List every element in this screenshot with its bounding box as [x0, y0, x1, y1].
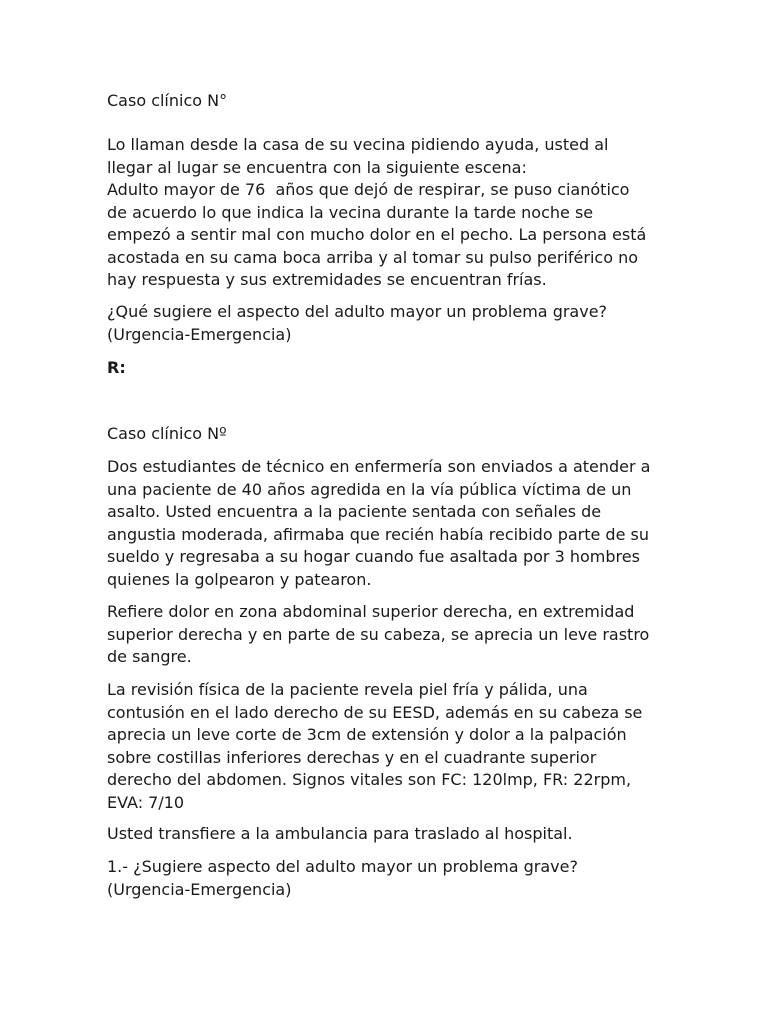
case1-text-line: de acuerdo lo que indica la vecina durante la tarde noche se	[107, 202, 594, 222]
case2-paragraph1-line: sueldo y regresaba a su hogar cuando fue asaltada por 3 hombres	[107, 547, 640, 566]
case1-text-line: Adulto mayor de 76 años que dejó de respirar, se puso cianótico	[107, 180, 630, 199]
case2-paragraph1-line: angustia moderada, afirmaba que recién había recibido parte de su	[107, 524, 649, 544]
case1-text-line: acostada en su cama boca arriba y al tomar su pulso periférico no	[107, 247, 639, 267]
case2-paragraph3-line: aprecia un leve corte de 3cm de extensión y dolor a la palpación	[107, 725, 627, 744]
case2-paragraph1-line: una paciente de 40 años agredida en la vía pública víctima de un	[107, 479, 632, 499]
case1-title: Caso clínico N°	[107, 91, 228, 110]
case2-question-line: (Urgencia-Emergencia)	[107, 879, 292, 899]
case1-question-line: ¿Qué sugiere el aspecto del adulto mayor un problema grave?	[107, 302, 608, 321]
case2-paragraph3-line: sobre costillas inferiores derechas y en el cuadrante superior	[107, 747, 597, 767]
case2-question-line: 1.- ¿Sugiere aspecto del adulto mayor un problema grave?	[107, 857, 578, 876]
case2-paragraph3-line: La revisión física de la paciente revela piel fría y pálida, una	[107, 680, 588, 699]
case2-paragraph3-line: derecho del abdomen. Signos vitales son FC: 120lmp, FR: 22rpm,	[107, 770, 632, 789]
case2-paragraph2-line: Refiere dolor en zona abdominal superior derecha, en extremidad	[107, 602, 635, 621]
case2-paragraph3-line: EVA: 7/10	[107, 792, 185, 812]
case1-question-line: (Urgencia-Emergencia)	[107, 324, 292, 344]
case2-paragraph3-line: contusión en el lado derecho de su EESD, además en su cabeza se	[107, 702, 643, 722]
case2-paragraph1-line: quienes la golpearon y patearon.	[107, 569, 372, 589]
case1-answer-label: R:	[107, 358, 126, 377]
case2-paragraph2-line: superior derecha y en parte de su cabeza, se aprecia un leve rastro	[107, 624, 650, 644]
case2-paragraph1-line: Dos estudiantes de técnico en enfermería son enviados a atender a	[107, 457, 651, 476]
case1-text-line: Lo llaman desde la casa de su vecina pidiendo ayuda, usted al	[107, 135, 609, 154]
case2-paragraph2-line: de sangre.	[107, 647, 192, 666]
case2-title: Caso clínico Nº	[107, 424, 227, 443]
case1-text-line: llegar al lugar se encuentra con la siguiente escena:	[107, 157, 527, 177]
case2-paragraph4-line: Usted transfiere a la ambulancia para traslado al hospital.	[107, 824, 573, 843]
case1-text-line: empezó a sentir mal con mucho dolor en el pecho. La persona está	[107, 225, 647, 244]
case1-text-line: hay respuesta y sus extremidades se encuentran frías.	[107, 270, 547, 289]
case2-paragraph1-line: asalto. Usted encuentra a la paciente sentada con señales de	[107, 502, 602, 521]
